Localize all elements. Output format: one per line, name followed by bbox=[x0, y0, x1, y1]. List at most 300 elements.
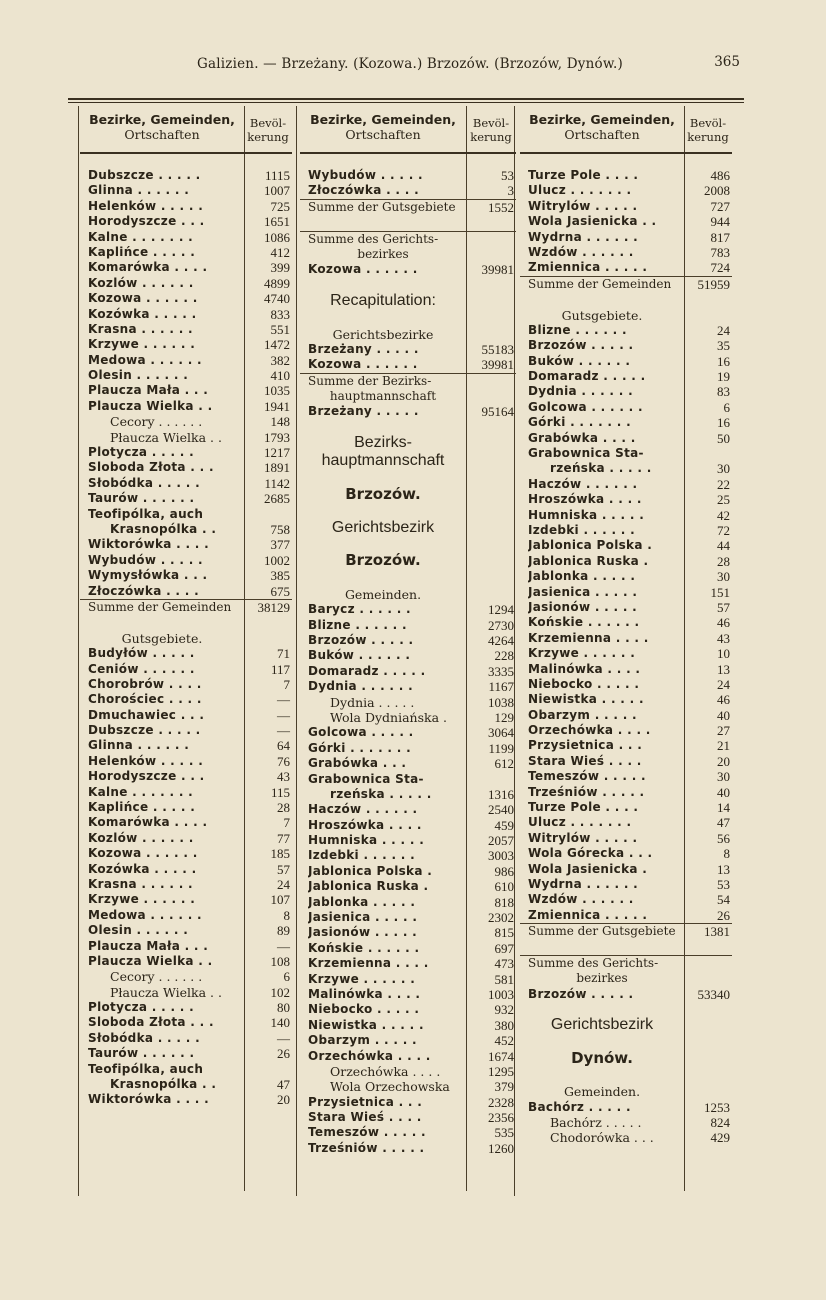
population-value: 3 bbox=[507, 183, 514, 199]
population-value: 399 bbox=[270, 260, 290, 276]
place-name: Dmuchawiec . . . bbox=[88, 707, 205, 722]
population-value: 77 bbox=[277, 830, 290, 846]
place-name: Wola Jasienicka . . bbox=[528, 214, 657, 229]
table-row bbox=[300, 404, 516, 419]
place-name: Sloboda Złota . . . bbox=[88, 1015, 214, 1030]
table-row bbox=[300, 910, 516, 925]
population-value: — bbox=[277, 1030, 290, 1046]
population-value: 24 bbox=[717, 676, 730, 692]
population-value: 486 bbox=[710, 168, 730, 183]
place-name: Witrylów . . . . . bbox=[528, 198, 638, 213]
place-name: Dynów. bbox=[571, 1050, 633, 1067]
population-value: 535 bbox=[494, 1125, 514, 1141]
place-name: Cecory . . . . . . bbox=[110, 969, 203, 985]
table-row bbox=[80, 476, 292, 491]
table-row bbox=[80, 662, 292, 677]
population-value: 24 bbox=[277, 876, 290, 892]
population-value: 71 bbox=[277, 646, 290, 662]
place-name: Malinówka . . . . bbox=[528, 661, 641, 676]
place-name: Wymysłówka . . . bbox=[88, 568, 208, 583]
place-name: Temeszów . . . . . bbox=[528, 769, 646, 784]
population-value: — bbox=[277, 723, 290, 739]
place-name: Górki . . . . . . . bbox=[528, 415, 631, 430]
place-name: Summe der Gemeinden bbox=[88, 599, 232, 614]
table-row bbox=[520, 554, 732, 569]
population-value: 1253 bbox=[704, 1099, 730, 1115]
place-name: bezirkes bbox=[357, 246, 409, 261]
place-name: Summe der Bezirks- bbox=[308, 373, 432, 388]
place-name: Brzeżany . . . . . bbox=[308, 341, 419, 356]
population-value: 55183 bbox=[481, 341, 514, 357]
table-row bbox=[300, 802, 516, 817]
table-row bbox=[300, 168, 516, 183]
place-name: Summe des Gerichts- bbox=[308, 231, 439, 246]
place-name: Taurów . . . . . . bbox=[88, 1046, 195, 1061]
place-name: Kozowa . . . . . . bbox=[88, 846, 198, 861]
population-value: 612 bbox=[494, 756, 514, 772]
place-name: Słobódka . . . . . bbox=[88, 1030, 200, 1045]
population-value: 228 bbox=[494, 648, 514, 664]
header-name bbox=[300, 112, 466, 142]
place-name: Obarzym . . . . . bbox=[308, 1033, 417, 1048]
place-name: Orzechówka . . . . bbox=[528, 723, 651, 738]
population-value: 1941 bbox=[264, 398, 290, 414]
table-row bbox=[80, 1015, 292, 1030]
population-value: 47 bbox=[277, 1077, 290, 1093]
place-name: Hroszówka . . . . bbox=[308, 817, 422, 832]
header-pop-2: kerung bbox=[247, 130, 289, 144]
table-row bbox=[520, 323, 732, 338]
place-name: Końskie . . . . . . bbox=[528, 615, 640, 630]
place-name: Gerichtsbezirk bbox=[550, 1017, 654, 1033]
population-value: 2302 bbox=[488, 910, 514, 926]
table-row bbox=[80, 831, 292, 846]
place-name: Medowa . . . . . . bbox=[88, 907, 202, 922]
population-value: 3064 bbox=[488, 725, 514, 741]
place-name: Witrylów . . . . . bbox=[528, 830, 638, 845]
header-name-sub: Ortschaften bbox=[124, 127, 200, 142]
table-row bbox=[300, 772, 516, 787]
place-name: Ulucz . . . . . . . bbox=[528, 183, 632, 198]
place-name: Wydrna . . . . . . bbox=[528, 229, 639, 244]
population-value: 47 bbox=[717, 815, 730, 831]
place-name: Olesin . . . . . . bbox=[88, 368, 189, 383]
place-name: Buków . . . . . . bbox=[528, 353, 631, 368]
place-name: Gemeinden. bbox=[344, 586, 422, 602]
table-row bbox=[520, 631, 732, 646]
place-name: Krzywe . . . . . . bbox=[88, 892, 196, 907]
place-name: Niewistka . . . . . bbox=[528, 692, 644, 707]
population-value: 1295 bbox=[488, 1063, 514, 1079]
population-value: 83 bbox=[717, 384, 730, 400]
place-name: Kozlów . . . . . . bbox=[88, 275, 194, 290]
table-row bbox=[520, 1115, 732, 1130]
population-value: 117 bbox=[270, 661, 290, 677]
table-row bbox=[300, 538, 516, 553]
place-name: Wiktorówka . . . . bbox=[88, 1092, 209, 1107]
table-row bbox=[300, 1095, 516, 1110]
place-name: Jablonka . . . . . bbox=[308, 894, 416, 909]
population-value: 377 bbox=[270, 537, 290, 553]
table-row bbox=[300, 553, 516, 571]
place-name: Wola Dydniańska . bbox=[330, 709, 447, 725]
place-name: Bachórz . . . . . bbox=[528, 1099, 631, 1114]
place-name: Kozowa . . . . . . bbox=[308, 262, 418, 277]
table-row bbox=[300, 895, 516, 910]
table-row bbox=[80, 939, 292, 954]
population-value: 2540 bbox=[488, 802, 514, 818]
population-value: 6 bbox=[283, 969, 290, 985]
place-name: Wybudów . . . . . bbox=[88, 552, 203, 567]
place-name: Domaradz . . . . . bbox=[528, 369, 646, 384]
population-value: 1003 bbox=[488, 986, 514, 1002]
table-row bbox=[80, 445, 292, 460]
population-value: 824 bbox=[710, 1115, 730, 1131]
place-name: Jablonica Polska . bbox=[528, 538, 653, 553]
table-column-2 bbox=[300, 106, 516, 1191]
table-row bbox=[520, 199, 732, 214]
table-row bbox=[300, 505, 516, 520]
population-value: 140 bbox=[270, 1015, 290, 1031]
table-row bbox=[300, 571, 516, 586]
table-row bbox=[520, 292, 732, 307]
table-row bbox=[80, 276, 292, 291]
place-name: Plotycza . . . . . bbox=[88, 445, 194, 460]
place-name: Gerichtsbezirke bbox=[332, 326, 434, 342]
header-name bbox=[80, 112, 244, 142]
population-value: 1002 bbox=[264, 552, 290, 568]
population-value: 783 bbox=[710, 244, 730, 260]
table-row bbox=[80, 491, 292, 506]
place-name: Słobódka . . . . . bbox=[88, 475, 200, 490]
table-row bbox=[520, 415, 732, 430]
table-row bbox=[520, 538, 732, 553]
table-row bbox=[300, 710, 516, 725]
place-name: Orzechówka . . . . bbox=[330, 1063, 441, 1079]
population-value: 1793 bbox=[264, 429, 290, 445]
place-name: Wola Orzechowska bbox=[330, 1079, 450, 1095]
place-name: Glinna . . . . . . bbox=[88, 738, 190, 753]
place-name: Dubszcze . . . . . bbox=[88, 723, 201, 738]
place-name: Gutsgebiete. bbox=[121, 630, 203, 646]
table-row bbox=[80, 260, 292, 275]
population-value: 22 bbox=[717, 476, 730, 492]
place-name: Haczów . . . . . . bbox=[528, 476, 638, 491]
place-name: Górki . . . . . . . bbox=[308, 740, 411, 755]
population-value: 986 bbox=[494, 863, 514, 879]
table-row bbox=[300, 1110, 516, 1125]
header-name-title: Bezirke, Gemeinden, bbox=[529, 112, 675, 127]
population-value: 1007 bbox=[264, 183, 290, 199]
population-value: 25 bbox=[717, 492, 730, 508]
header-pop-2: kerung bbox=[687, 130, 729, 144]
table-row bbox=[520, 214, 732, 229]
place-name: rzeńska . . . . . bbox=[550, 461, 652, 476]
population-value: 21 bbox=[717, 738, 730, 754]
place-name: Sloboda Złota . . . bbox=[88, 460, 214, 475]
rows bbox=[80, 168, 292, 1108]
place-name: Kalne . . . . . . . bbox=[88, 229, 194, 244]
population-value: 26 bbox=[717, 907, 730, 923]
place-name: Budyłów . . . . . bbox=[88, 646, 195, 661]
place-name: Niewistka . . . . . bbox=[308, 1017, 424, 1032]
sum-row bbox=[80, 599, 292, 615]
table-row bbox=[300, 278, 516, 293]
population-value: 53 bbox=[501, 168, 514, 183]
population-value: 817 bbox=[710, 229, 730, 245]
table-row bbox=[300, 471, 516, 486]
table-row bbox=[300, 972, 516, 987]
table-row bbox=[80, 522, 292, 537]
table-row bbox=[80, 307, 292, 322]
place-name: Ulucz . . . . . . . bbox=[528, 815, 632, 830]
table-row bbox=[300, 183, 516, 198]
place-name: Humniska . . . . . bbox=[308, 833, 425, 848]
place-name: Brzozów. bbox=[345, 553, 421, 569]
population-value: 610 bbox=[494, 879, 514, 895]
table-row bbox=[300, 357, 516, 372]
place-name: Wydrna . . . . . . bbox=[528, 876, 639, 891]
place-name: Chorobrów . . . . bbox=[88, 676, 202, 691]
table-row bbox=[80, 353, 292, 368]
place-name: Summe der Gemeinden bbox=[528, 276, 672, 291]
population-value: 2057 bbox=[488, 833, 514, 849]
table-row bbox=[80, 214, 292, 229]
population-value: 1035 bbox=[264, 383, 290, 399]
header-pop-2: kerung bbox=[470, 130, 512, 144]
place-name: Grabówka . . . bbox=[308, 756, 407, 771]
population-value: 459 bbox=[494, 817, 514, 833]
place-name: Plaucza Mała . . . bbox=[88, 938, 209, 953]
place-name: Kaplińce . . . . . bbox=[88, 244, 196, 259]
table-row bbox=[520, 1130, 732, 1145]
place-name: Jasienica . . . . . bbox=[528, 584, 638, 599]
table-column-3 bbox=[520, 106, 732, 1191]
population-value: 108 bbox=[270, 953, 290, 969]
table-row bbox=[80, 892, 292, 907]
table-row bbox=[80, 1077, 292, 1092]
table-row bbox=[520, 354, 732, 369]
population-value: 1651 bbox=[264, 214, 290, 230]
table-row bbox=[520, 677, 732, 692]
place-name: Grabownica Sta- bbox=[528, 446, 644, 461]
place-name: Blizne . . . . . . bbox=[528, 322, 627, 337]
place-name: Plaucza Mała . . . bbox=[88, 383, 209, 398]
population-value: 20 bbox=[277, 1092, 290, 1108]
population-value: 30 bbox=[717, 569, 730, 585]
place-name: Krasnopólka . . bbox=[110, 521, 217, 536]
place-name: Helenków . . . . . bbox=[88, 198, 204, 213]
place-name: Przysietnica . . . bbox=[308, 1094, 423, 1109]
table-row bbox=[80, 1046, 292, 1061]
table-row bbox=[300, 664, 516, 679]
population-value: 57 bbox=[717, 599, 730, 615]
place-name: Golcowa . . . . . bbox=[308, 725, 414, 740]
table-row bbox=[520, 260, 732, 275]
population-value: 102 bbox=[270, 984, 290, 1000]
table-row bbox=[80, 168, 292, 183]
sum-row bbox=[300, 199, 516, 215]
place-name: Brzozów . . . . . bbox=[528, 338, 634, 353]
population-value: 382 bbox=[270, 352, 290, 368]
place-name: Dydnia . . . . . . bbox=[528, 384, 633, 399]
table-row bbox=[520, 662, 732, 677]
population-value: 76 bbox=[277, 753, 290, 769]
column-header bbox=[520, 106, 732, 154]
place-name: Kozówka . . . . . bbox=[88, 861, 197, 876]
top-rule bbox=[68, 98, 744, 100]
place-name: Haczów . . . . . . bbox=[308, 802, 418, 817]
table-row bbox=[80, 846, 292, 861]
table-row bbox=[520, 1051, 732, 1069]
column-header bbox=[80, 106, 292, 154]
table-row bbox=[520, 815, 732, 830]
population-value: 697 bbox=[494, 940, 514, 956]
place-name: Izdebki . . . . . . bbox=[308, 848, 415, 863]
population-value: 72 bbox=[717, 522, 730, 538]
place-name: Obarzym . . . . . bbox=[528, 707, 637, 722]
table-row bbox=[520, 585, 732, 600]
table-row bbox=[300, 435, 516, 453]
population-value: 1316 bbox=[488, 786, 514, 802]
place-name: Płaucza Wielka . . bbox=[110, 984, 222, 1000]
place-name: Orzechówka . . . . bbox=[308, 1048, 431, 1063]
place-name: Jablonka . . . . . bbox=[528, 569, 636, 584]
place-name: Kalne . . . . . . . bbox=[88, 784, 194, 799]
population-value: 1674 bbox=[488, 1048, 514, 1064]
table-row bbox=[80, 923, 292, 938]
population-value: 1142 bbox=[264, 475, 290, 491]
population-value: 46 bbox=[717, 615, 730, 631]
sum-row bbox=[520, 955, 732, 971]
place-name: Trześniów . . . . . bbox=[308, 1140, 425, 1155]
place-name: Jasionów . . . . . bbox=[308, 925, 418, 940]
population-value: 8 bbox=[723, 846, 730, 862]
place-name: Przysietnica . . . bbox=[528, 738, 643, 753]
table-row bbox=[80, 723, 292, 738]
place-name: Chodorówka . . . bbox=[550, 1130, 654, 1146]
place-name: Wzdów . . . . . . bbox=[528, 892, 634, 907]
table-row bbox=[80, 568, 292, 583]
table-row bbox=[80, 337, 292, 352]
population-value: 10 bbox=[717, 646, 730, 662]
place-name: Brzeżany . . . . . bbox=[308, 404, 419, 419]
table-row bbox=[520, 800, 732, 815]
population-value: 89 bbox=[277, 923, 290, 939]
table-row bbox=[520, 754, 732, 769]
place-name: Krasna . . . . . . bbox=[88, 321, 193, 336]
place-name: Jablonica Polska . bbox=[308, 863, 433, 878]
table-row bbox=[80, 399, 292, 414]
place-name: Niebocko . . . . . bbox=[528, 676, 640, 691]
table-row bbox=[80, 815, 292, 830]
population-value: 148 bbox=[270, 414, 290, 430]
running-head: Galizien. — Brzeżany. (Kozowa.) Brzozów. (Brzozów, Dynów.) bbox=[197, 56, 623, 72]
population-value: 3003 bbox=[488, 848, 514, 864]
place-name: Summe der Gutsgebiete bbox=[308, 199, 456, 214]
population-value: 1260 bbox=[488, 1140, 514, 1156]
place-name: Krzemienna . . . . bbox=[308, 956, 429, 971]
population-value: 833 bbox=[270, 306, 290, 322]
table-row bbox=[80, 537, 292, 552]
table-row bbox=[80, 692, 292, 707]
place-name: Zmiennica . . . . . bbox=[528, 907, 648, 922]
place-name: Bachórz . . . . . bbox=[550, 1115, 642, 1131]
page-header bbox=[0, 56, 826, 80]
population-value: 1381 bbox=[704, 924, 730, 940]
place-name: Kaplińce . . . . . bbox=[88, 800, 196, 815]
population-value: 129 bbox=[494, 709, 514, 725]
table-row bbox=[300, 864, 516, 879]
population-value: 38129 bbox=[257, 599, 290, 615]
place-name: Temeszów . . . . . bbox=[308, 1125, 426, 1140]
table-row bbox=[300, 787, 516, 802]
place-name: Komarówka . . . . bbox=[88, 260, 208, 275]
table-row bbox=[520, 892, 732, 907]
place-name: Zmiennica . . . . . bbox=[528, 260, 648, 275]
table-row bbox=[300, 648, 516, 663]
sum-row bbox=[300, 389, 516, 404]
population-value: 727 bbox=[710, 198, 730, 214]
sum-row bbox=[300, 231, 516, 247]
table-row bbox=[80, 507, 292, 522]
table-row bbox=[300, 987, 516, 1002]
population-value: 19 bbox=[717, 369, 730, 385]
table-row bbox=[520, 769, 732, 784]
table-row bbox=[300, 695, 516, 710]
place-name: Olesin . . . . . . bbox=[88, 923, 189, 938]
population-value: 28 bbox=[277, 800, 290, 816]
population-value: 80 bbox=[277, 1000, 290, 1016]
place-name: Wola Górecka . . . bbox=[528, 846, 653, 861]
table-row bbox=[80, 631, 292, 646]
place-name: Humniska . . . . . bbox=[528, 507, 645, 522]
table-row bbox=[300, 342, 516, 357]
place-name: Wybudów . . . . . bbox=[308, 168, 423, 182]
table-row bbox=[80, 1062, 292, 1077]
table-row bbox=[520, 908, 732, 923]
place-name: Dubszcze . . . . . bbox=[88, 168, 201, 182]
place-name: Gutsgebiete. bbox=[561, 307, 643, 323]
population-value: 24 bbox=[717, 322, 730, 338]
table-row bbox=[80, 754, 292, 769]
place-name: Bezirks- bbox=[354, 435, 412, 451]
place-name: hauptmannschaft bbox=[329, 389, 437, 404]
table-row bbox=[80, 785, 292, 800]
table-row bbox=[300, 1125, 516, 1140]
table-row bbox=[520, 1035, 732, 1050]
table-row bbox=[520, 461, 732, 476]
population-value: 46 bbox=[717, 692, 730, 708]
population-value: 64 bbox=[277, 738, 290, 754]
place-name: Teofipólka, auch bbox=[88, 1061, 204, 1076]
population-value: 44 bbox=[717, 538, 730, 554]
table-row bbox=[80, 199, 292, 214]
table-row bbox=[520, 708, 732, 723]
population-value: 16 bbox=[717, 353, 730, 369]
place-name: Turze Pole . . . . bbox=[528, 800, 639, 815]
table-row bbox=[300, 818, 516, 833]
table-row bbox=[520, 508, 732, 523]
table-row bbox=[80, 368, 292, 383]
population-value: 40 bbox=[717, 784, 730, 800]
table-row bbox=[80, 230, 292, 245]
sum-row bbox=[300, 247, 516, 262]
table-row bbox=[520, 492, 732, 507]
header-population bbox=[684, 116, 732, 144]
table-row bbox=[520, 446, 732, 461]
place-name: Niebocko . . . . . bbox=[308, 1002, 420, 1017]
